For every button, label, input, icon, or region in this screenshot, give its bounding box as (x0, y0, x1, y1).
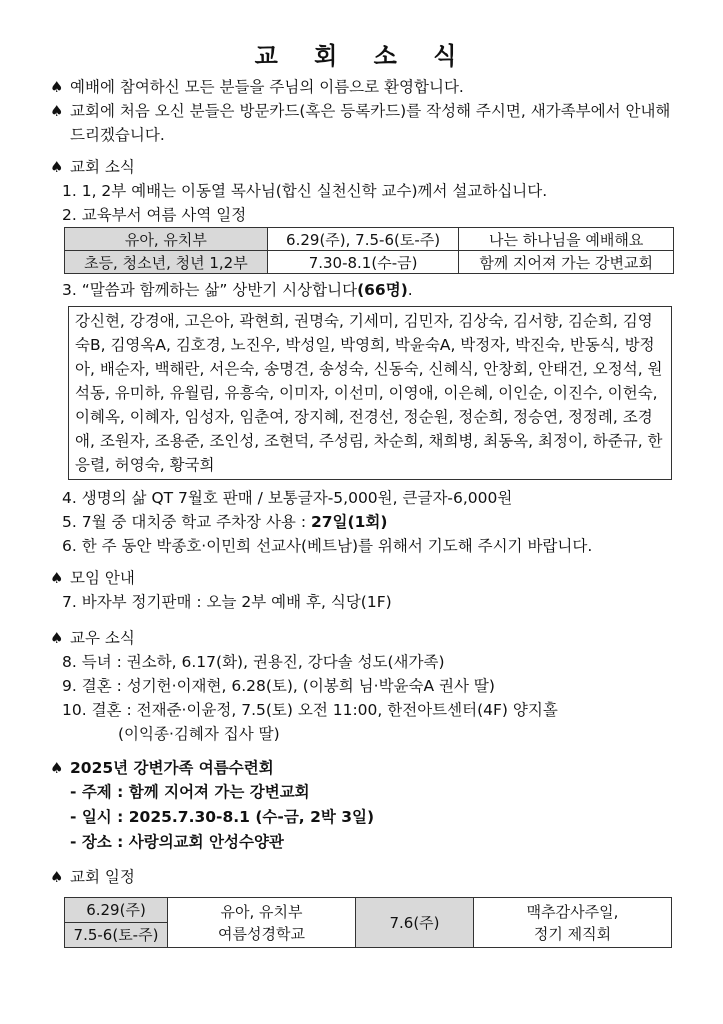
church-schedule-table (64, 897, 672, 948)
member-item-9: 9. 결혼 : 성기헌·이재현, 6.28(토), (이봉희 님·박윤숙A 권사 딸) (62, 677, 495, 695)
table-cell: 유아, 유치부 (65, 228, 268, 251)
spade-icon: ♠ (50, 78, 64, 96)
member-item-10: 10. 결혼 : 전재준·이윤정, 7.5(토) 오전 11:00, 한전아트센터(4F) 양지홀 (62, 701, 558, 719)
spade-icon: ♠ (50, 868, 64, 886)
event-line: 맥추감사주일, (526, 902, 619, 921)
parking-text: 5. 7월 중 대치중 학교 주차장 사용 : (62, 513, 311, 531)
intro-welcome (50, 75, 675, 99)
education-schedule-table (64, 227, 674, 274)
meeting-item-7: 7. 바자부 정기판매 : 오늘 2부 예배 후, 식당(1F) (62, 593, 392, 611)
section-heading: 교회 소식 (70, 158, 135, 176)
award-text: 3. “말씀과 함께하는 삶” 상반기 시상합니다 (62, 281, 358, 299)
table-cell: 6.29(주) (65, 898, 168, 923)
table-cell: 나는 하나님을 예배해요 (459, 228, 674, 251)
spade-icon: ♠ (50, 759, 64, 777)
table-cell: 7.5-6(토-주) (65, 923, 168, 948)
member-item-8: 8. 득녀 : 권소하, 6.17(화), 권용진, 강다솔 성도(새가족) (62, 653, 445, 671)
section-heading: 교우 소식 (70, 629, 135, 647)
intro-visitor (50, 99, 675, 147)
section-church-news-heading (50, 155, 675, 179)
award-end: . (407, 281, 413, 299)
section-meeting-heading (50, 566, 675, 590)
table-cell: 7.6(주) (356, 898, 474, 948)
parking-count: 27일(1회) (310, 513, 388, 531)
table-cell: 초등, 청소년, 청년 1,2부 (65, 251, 268, 274)
event-line: 정기 제직회 (533, 924, 612, 943)
news-item-1: 1. 1, 2부 예배는 이동열 목사님(합신 실천신학 교수)께서 설교하십니다. (62, 182, 548, 200)
table-row (65, 251, 674, 274)
page-title: 교 회 소 식 (254, 42, 471, 70)
table-cell: 함께 지어져 가는 강변교회 (459, 251, 674, 274)
section-heading: 모임 안내 (70, 569, 135, 587)
news-item-2: 2. 교육부서 여름 사역 일정 (62, 206, 247, 224)
member-item-10-continued: (이익종·김혜자 집사 딸) (118, 725, 280, 743)
section-heading: 2025년 강변가족 여름수련회 (70, 759, 274, 777)
retreat-place: - 장소 : 사랑의교회 안성수양관 (70, 833, 284, 851)
table-cell (168, 898, 356, 948)
retreat-theme: - 주제 : 함께 지어져 가는 강변교회 (70, 783, 310, 801)
event-line: 유아, 유치부 (220, 902, 303, 921)
section-retreat-heading (50, 756, 675, 780)
table-cell (474, 898, 672, 948)
spade-icon: ♠ (50, 629, 64, 647)
news-item-5 (50, 510, 675, 534)
awardee-names-box: 강신현, 강경애, 고은아, 곽현희, 권명숙, 기세미, 김민자, 김상숙, 김서향, 김순희, 김영숙B, 김영옥A, 김호경, 노진우, 박성일, 박영희, 박윤숙A, 박정자, 박진숙, 반동식, 방정아, 배순자, 백해란, 서은숙, 송명견, 송성숙, 신동숙, 신혜식, 안창회, 안태건, 오정석, 원석동, 유미하, 유월림, 유흥숙, 이미자, 이선미, 이영애, 이은혜, 이인순, 이진수, 이헌숙, 이혜옥, 이혜자, 임성자, 임춘여, 장지혜, 전경선, 정순원, 정순희, 정승연, 정정례, 조경애, 조원자, 조용준, 조인성, 조현덕, 주성림, 차순희, 채희병, 최동옥, 최정이, 하준규, 한응렬, 허영숙, 황국희 (68, 306, 672, 480)
table-row (65, 898, 672, 923)
news-item-6: 6. 한 주 동안 박종호·이민희 선교사(베트남)를 위해서 기도해 주시기 바랍니다. (62, 537, 593, 555)
section-member-news-heading (50, 626, 675, 650)
table-row (65, 228, 674, 251)
spade-icon: ♠ (50, 569, 64, 587)
award-count: (66명) (357, 281, 408, 299)
retreat-date: - 일시 : 2025.7.30-8.1 (수-금, 2박 3일) (70, 808, 375, 826)
section-church-schedule-heading (50, 865, 675, 889)
news-item-4: 4. 생명의 삶 QT 7월호 판매 / 보통글자-5,000원, 큰글자-6,000원 (62, 489, 513, 507)
spade-icon: ♠ (50, 158, 64, 176)
table-cell: 7.30-8.1(수-금) (267, 251, 459, 274)
event-line: 여름성경학교 (218, 924, 305, 943)
intro-visitor-text: 교회에 처음 오신 분들은 방문카드(혹은 등록카드)를 작성해 주시면, 새가족부에서 안내해 드리겠습니다. (70, 102, 671, 144)
news-item-3 (50, 278, 675, 302)
table-cell: 6.29(주), 7.5-6(토-주) (267, 228, 459, 251)
spade-icon: ♠ (50, 102, 64, 120)
section-heading: 교회 일정 (70, 868, 135, 886)
intro-welcome-text: 예배에 참여하신 모든 분들을 주님의 이름으로 환영합니다. (70, 78, 464, 96)
